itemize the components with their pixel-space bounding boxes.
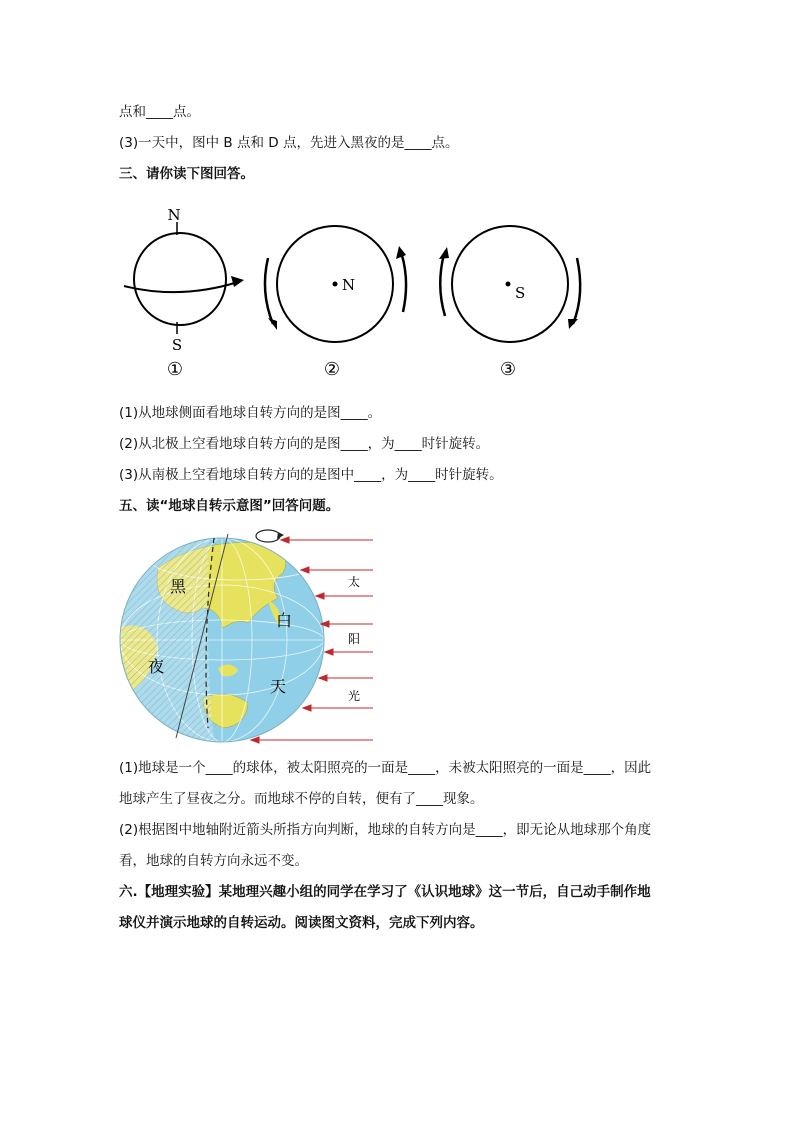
rotation-arrow-right [401,252,406,312]
rotation-arrow-right [573,258,580,324]
figure-number-3: ③ [499,359,517,380]
arrow-head [568,319,578,329]
label-bai: 白 [276,611,293,630]
text-line-1: 点和____点。 [119,104,200,120]
label-guang: 光 [348,689,361,703]
pole-dot [333,282,338,287]
figure-number-2: ② [323,359,341,380]
text-line-2: (3)一天中，图中 B 点和 D 点，先进入黑夜的是____点。 [119,135,459,151]
label-tai: 太 [348,575,361,589]
rotation-arrow-left [440,254,445,316]
figure-number-1: ① [166,359,184,380]
section-six-line1: 六.【地理实验】某地理兴趣小组的同学在学习了《认识地球》这一节后，自己动手制作地 [119,884,651,900]
label-ye: 夜 [148,657,165,676]
question-5-1-line1: (1)地球是一个____的球体，被太阳照亮的一面是____，未被太阳照亮的一面是____，因此 [119,760,652,776]
arrow-head [268,318,277,330]
arrow-head [231,276,244,287]
rotation-arrow-left [265,258,273,324]
center-north-label: N [342,276,356,294]
section-six-line2: 球仪并演示地球的自转运动。阅读图文资料，完成下列内容。 [119,915,484,931]
diagram-north-view [265,226,406,380]
globe-circle [134,233,226,325]
rotation-arrow-icon [256,530,280,542]
diagram-south-view [439,226,580,380]
section-three-heading: 三、请你读下图回答。 [119,166,254,182]
rotation-arrow [124,282,238,292]
label-hei: 黑 [170,577,187,596]
label-tian: 天 [270,677,287,696]
question-5-2-line1: (2)根据图中地轴附近箭头所指方向判断，地球的自转方向是____，即无论从地球那个角度 [119,822,652,838]
question-5-1-line2: 地球产生了昼夜之分。而地球不停的自转，便有了____现象。 [119,791,484,807]
question-2: (2)从北极上空看地球自转方向的是图____，为____时针旋转。 [119,436,490,452]
question-1: (1)从地球侧面看地球自转方向的是图____。 [119,405,382,421]
center-south-label: S [515,284,526,302]
question-3: (3)从南极上空看地球自转方向的是图中____，为____时针旋转。 [119,467,503,483]
north-label: N [167,206,181,224]
section-five-heading: 五、读“地球自转示意图”回答问题。 [119,498,340,514]
south-label: S [171,336,183,354]
earth-rotation-diagrams [110,200,610,385]
earth-day-night-figure [118,528,380,748]
diagram-side-view [124,206,244,380]
pole-dot [506,282,511,287]
arrow-head [439,247,449,259]
label-yang: 阳 [348,632,361,646]
arrow-head [396,246,406,259]
question-5-2-line2: 看，地球的自转方向永远不变。 [119,853,308,869]
